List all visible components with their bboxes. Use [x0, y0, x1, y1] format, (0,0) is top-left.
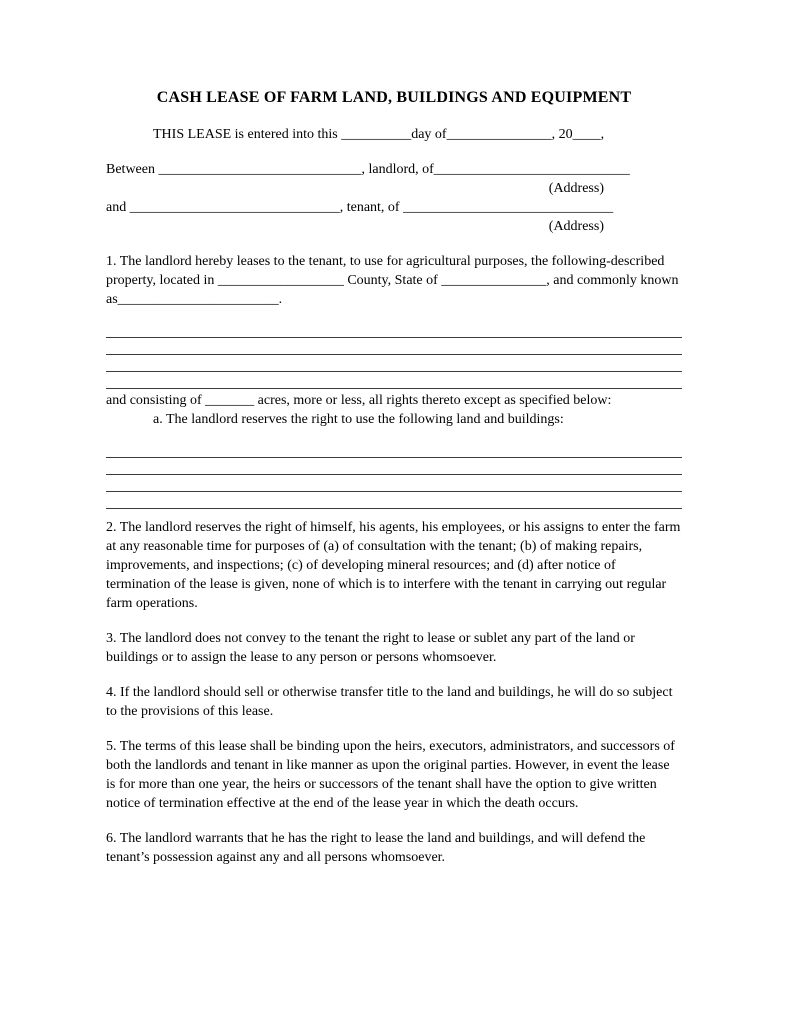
blank-lines-property-description	[106, 321, 682, 389]
blank-line	[106, 372, 682, 389]
blank-line	[106, 355, 682, 372]
clause-5: 5. The terms of this lease shall be binding upon the heirs, executors, administrators, and successors of both the landlords and tenant in like manner as upon the original parties. However, in event the lease is for more than one year, the heirs or successors of the tenant shall have the option to give written notice of termination effective at the end of the lease year in which the death occurs.	[106, 739, 675, 811]
blank-line	[106, 338, 682, 355]
blank-line	[106, 475, 682, 492]
consisting-line: and consisting of _______ acres, more or less, all rights thereto except as specified below:	[106, 393, 612, 408]
tenant-line: and ______________________________, tenant, of ______________________________	[106, 200, 614, 215]
clause-2: 2. The landlord reserves the right of himself, his agents, his employees, or his assigns to enter the farm at any reasonable time for purposes of (a) of consultation with the tenant; (b) of making repairs, improvements, and inspections; (c) of developing mineral resources; and (d) after notice of termination of the lease is given, none of which is to interfere with the tenant in carrying out regular farm operations.	[106, 520, 681, 611]
document-title: CASH LEASE OF FARM LAND, BUILDINGS AND EQUIPMENT	[156, 89, 632, 106]
clause-6: 6. The landlord warrants that he has the right to lease the land and buildings, and will defend the tenant’s possession against any and all persons whomsoever.	[106, 831, 646, 865]
parties-block	[106, 160, 682, 236]
blank-line	[106, 492, 682, 509]
clause-1: 1. The landlord hereby leases to the tenant, to use for agricultural purposes, the following-described property, located in __________________ County, State of _______________, and commonly known as_______________________.	[106, 254, 679, 307]
address-label-tenant: (Address)	[548, 219, 604, 234]
sub-clause-a: a. The landlord reserves the right to use the following land and buildings:	[153, 412, 564, 427]
clause-3: 3. The landlord does not convey to the tenant the right to lease or sublet any part of the land or buildings or to assign the lease to any person or persons whomsoever.	[106, 631, 635, 665]
blank-line	[106, 458, 682, 475]
blank-line	[106, 441, 682, 458]
blank-line	[106, 321, 682, 338]
intro-line: THIS LEASE is entered into this __________day of_______________, 20____,	[153, 127, 605, 142]
clause-4: 4. If the landlord should sell or otherwise transfer title to the land and buildings, he will do so subject to the provisions of this lease.	[106, 685, 673, 719]
landlord-line: Between _____________________________, landlord, of____________________________	[106, 162, 630, 177]
blank-lines-reserved-land	[106, 441, 682, 509]
address-label-landlord: (Address)	[548, 181, 604, 196]
